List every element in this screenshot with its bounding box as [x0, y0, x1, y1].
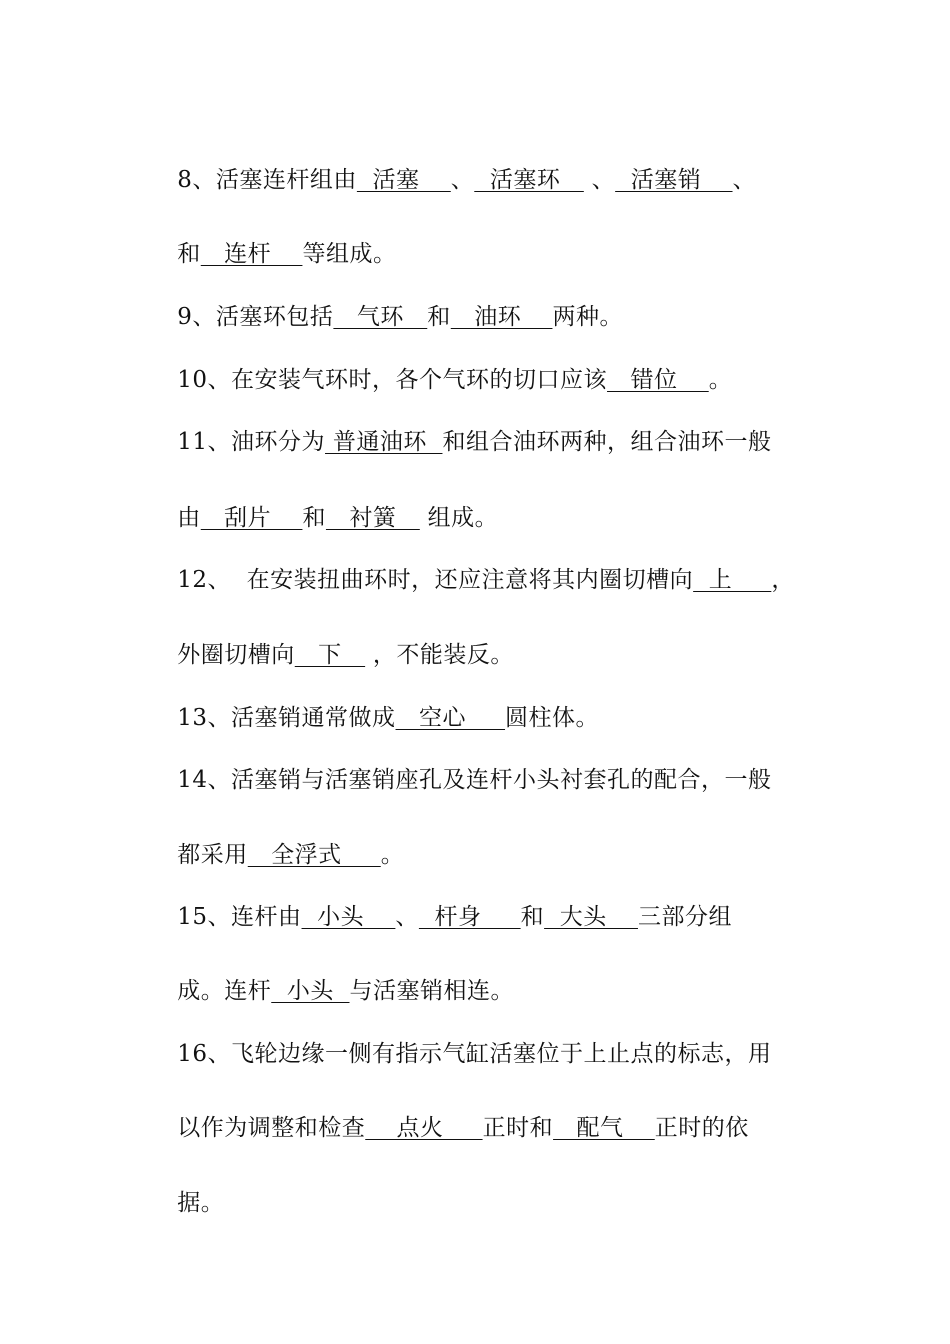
question-text: 12、 在安装扭曲环时，还应注意将其内圈切槽向 — [177, 567, 694, 593]
answer-blank: 空心 — [395, 705, 506, 731]
question-text: 正时的依 — [654, 1115, 749, 1141]
question-text: 、 — [395, 904, 419, 930]
question-text: 和 — [520, 904, 545, 930]
question-16-line-3 — [146, 1158, 224, 1248]
answer-blank: 连杆 — [200, 241, 303, 267]
question-text: 正时和 — [482, 1115, 554, 1141]
question-text: 16、飞轮边缘一侧有指示气缸活塞位于上止点的标志，用 — [177, 1041, 772, 1067]
answer-blank: 全浮式 — [247, 842, 381, 868]
question-text: 14、活塞销与活塞销座孔及连杆小头衬套孔的配合，一般 — [177, 767, 772, 793]
question-text: 和 — [427, 304, 451, 330]
question-text: 13、活塞销通常做成 — [177, 705, 396, 731]
answer-blank: 错位 — [607, 367, 709, 393]
question-text: 15、连杆由 — [177, 904, 302, 930]
question-text: 、 — [583, 167, 616, 193]
question-text: 和 — [177, 241, 201, 267]
question-text: 都采用 — [177, 842, 248, 868]
answer-blank: 杆身 — [418, 904, 521, 930]
question-text: 三部分组 — [637, 904, 732, 930]
answer-blank: 上 — [693, 567, 772, 593]
question-text: 和 — [302, 505, 326, 531]
question-16-line-2 — [146, 1083, 749, 1173]
answer-blank: 小头 — [301, 904, 396, 930]
answer-blank: 活塞环 — [474, 167, 584, 193]
question-text: 据。 — [177, 1190, 225, 1216]
question-text: ，不能装反。 — [365, 642, 514, 668]
question-text: 、 — [450, 167, 475, 193]
question-text: 9、活塞环包括 — [177, 304, 334, 330]
question-text: 、 — [732, 167, 757, 193]
answer-blank: 下 — [294, 642, 366, 668]
question-text: 10、在安装气环时，各个气环的切口应该 — [177, 367, 608, 393]
question-text: 。 — [708, 367, 733, 393]
question-text: 组成。 — [419, 505, 499, 531]
question-text: 两种。 — [552, 304, 623, 330]
question-text: 圆柱体。 — [505, 705, 600, 731]
question-text: ， — [771, 567, 795, 593]
question-text: 由 — [177, 505, 201, 531]
question-text: 成。连杆 — [177, 978, 272, 1004]
answer-blank: 普通油环 — [325, 429, 443, 455]
answer-blank: 衬簧 — [325, 505, 420, 531]
question-text: 和组合油环两种，组合油环一般 — [442, 429, 772, 455]
question-text: 8、活塞连杆组由 — [177, 167, 357, 193]
answer-blank: 活塞销 — [615, 167, 733, 193]
answer-blank: 大头 — [544, 904, 638, 930]
answer-blank: 点火 — [365, 1115, 483, 1141]
answer-blank: 小头 — [271, 978, 350, 1004]
question-text: 等组成。 — [302, 241, 397, 267]
question-text: 。 — [380, 842, 405, 868]
question-text: 外圈切槽向 — [177, 642, 295, 668]
question-text: 以作为调整和检查 — [177, 1115, 366, 1141]
answer-blank: 气环 — [333, 304, 428, 330]
answer-blank: 油环 — [450, 304, 553, 330]
answer-blank: 配气 — [553, 1115, 655, 1141]
answer-blank: 活塞 — [356, 167, 451, 193]
answer-blank: 刮片 — [200, 505, 303, 531]
question-text: 与活塞销相连。 — [349, 978, 514, 1004]
question-text: 11、油环分为 — [177, 429, 326, 455]
